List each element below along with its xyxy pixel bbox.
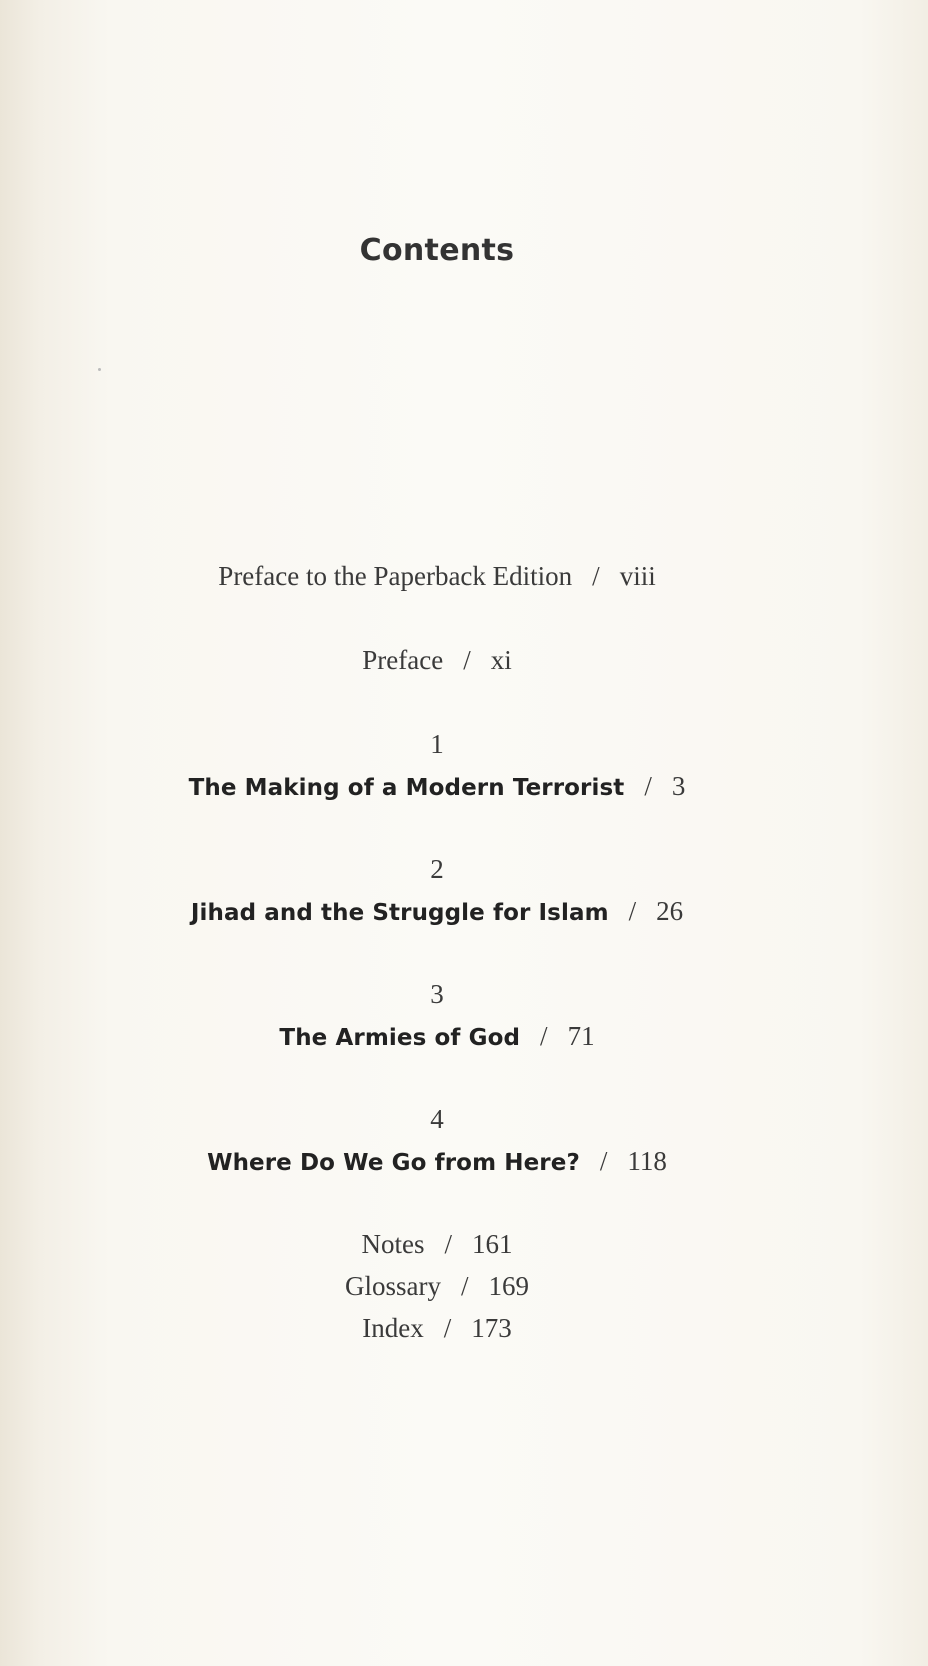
entry-title: Notes <box>361 1229 425 1259</box>
entry-page: viii <box>619 561 656 591</box>
entry-page: 169 <box>488 1271 529 1301</box>
chapter-number-2: 2 <box>430 854 444 884</box>
entry-title: Where Do We Go from Here? <box>207 1150 580 1176</box>
toc-entry-notes <box>0 1229 874 1260</box>
entry-page: 3 <box>671 771 686 801</box>
toc-entry-glossary <box>0 1271 874 1302</box>
entry-separator: / <box>599 1146 608 1176</box>
entry-page: 118 <box>627 1146 667 1176</box>
entry-page: xi <box>490 645 512 675</box>
entry-page: 26 <box>656 896 684 926</box>
entry-page: 71 <box>567 1021 595 1051</box>
entry-title: The Armies of God <box>279 1025 521 1051</box>
toc-entry-chapter-1 <box>0 771 874 802</box>
chapter-number-4: 4 <box>430 1104 444 1134</box>
entry-page: 161 <box>472 1229 513 1259</box>
entry-title: Preface <box>362 645 444 675</box>
toc-entry-preface-paperback <box>0 561 874 592</box>
entry-title: Preface to the Paperback Edition <box>218 561 573 591</box>
chapter-number-1: 1 <box>430 729 444 759</box>
entry-title: Glossary <box>344 1271 441 1301</box>
paper-speck <box>98 368 101 371</box>
entry-separator: / <box>540 1021 548 1051</box>
entry-title: The Making of a Modern Terrorist <box>188 775 625 801</box>
page-title: Contents <box>359 233 515 268</box>
toc-entry-preface <box>0 645 874 676</box>
entry-separator: / <box>443 1313 452 1343</box>
toc-entry-chapter-3 <box>0 1021 874 1052</box>
entry-title: Jihad and the Struggle for Islam <box>190 900 609 926</box>
entry-separator: / <box>592 561 600 591</box>
chapter-number-3: 3 <box>430 979 444 1009</box>
entry-page: 173 <box>471 1313 512 1343</box>
entry-separator: / <box>463 645 471 675</box>
entry-separator: / <box>460 1271 469 1301</box>
toc-entry-chapter-4 <box>0 1146 874 1177</box>
toc-entry-chapter-2 <box>0 896 874 927</box>
entry-separator: / <box>444 1229 452 1259</box>
entry-separator: / <box>644 771 652 801</box>
entry-title: Index <box>362 1313 424 1343</box>
entry-separator: / <box>628 896 637 926</box>
toc-entry-index <box>0 1313 874 1344</box>
